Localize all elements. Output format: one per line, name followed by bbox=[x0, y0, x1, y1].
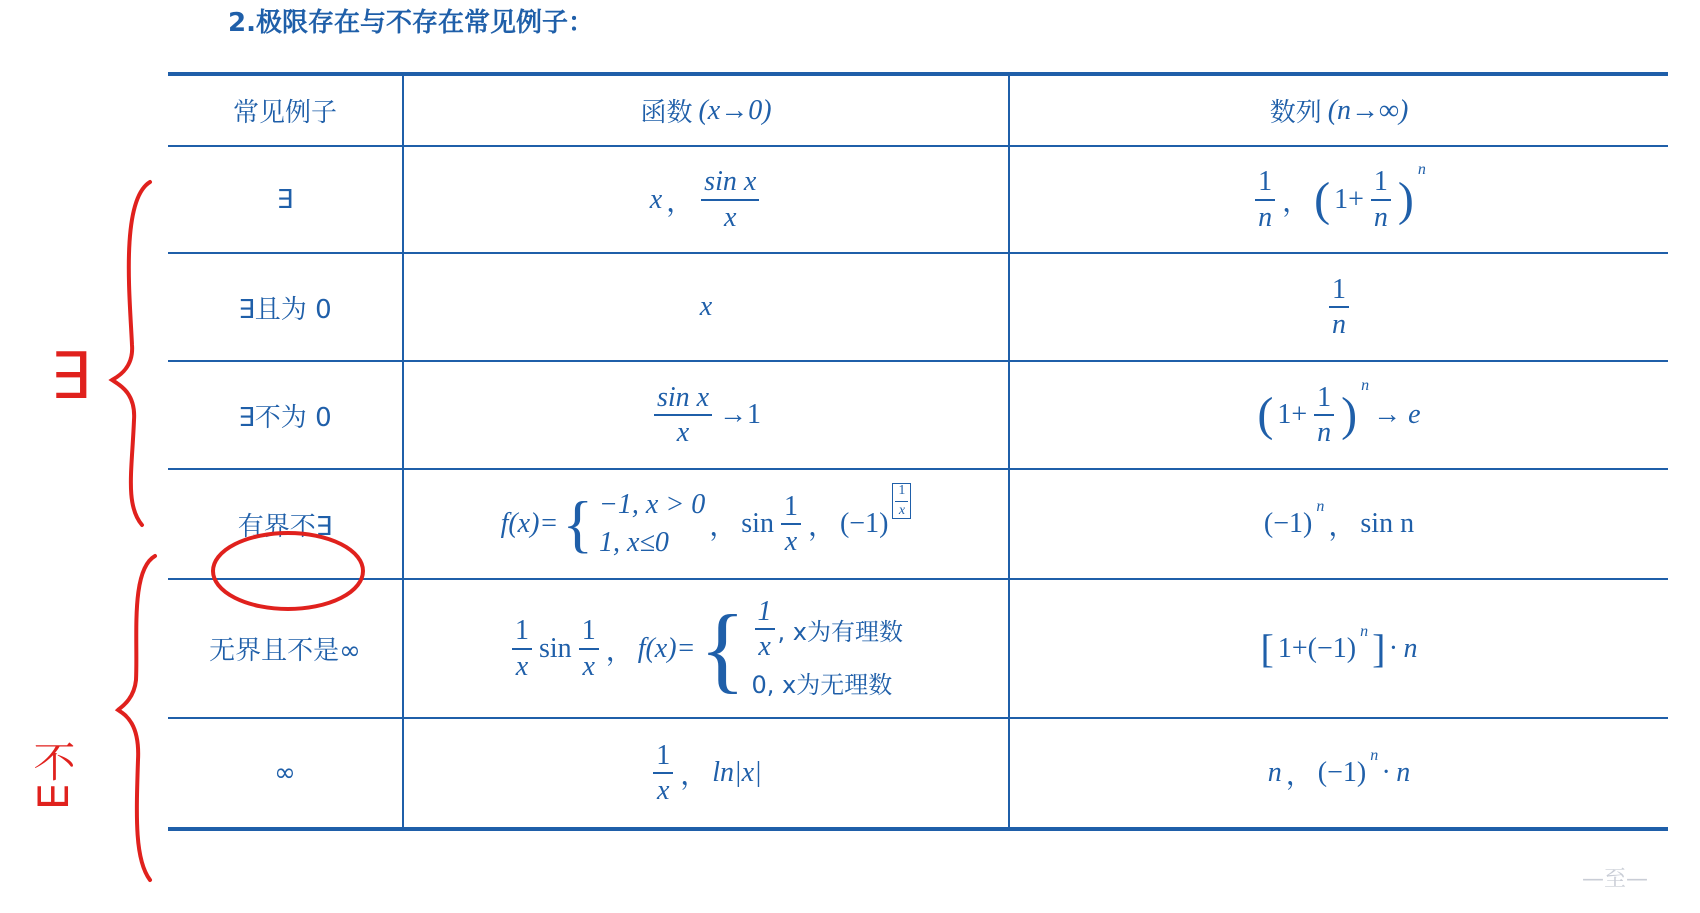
header-sequence-condition: (n→∞) bbox=[1327, 94, 1409, 126]
header-function-condition: (x→0) bbox=[698, 94, 772, 126]
not-exists-mark: 不∃ bbox=[27, 740, 77, 809]
function-formula: $\frac{1}{x}$ ， ln|x| bbox=[650, 741, 762, 806]
watermark: —至— bbox=[1582, 867, 1649, 892]
function-formula: $\frac{1}{x}$ sin $\frac{1}{x}$ ， f(x)= { $\frac{1}{x}$ , x为有理数 0, x为无理数 bbox=[509, 597, 903, 701]
header-sequence-label: 数列 bbox=[1269, 98, 1322, 128]
sequence-formula: $\frac{1}{n}$ ， ( 1+ $\frac{1}{n}$ ) n bbox=[1252, 167, 1426, 232]
row-label-text: 无界且不是∞ bbox=[209, 636, 361, 666]
left-brace-exists bbox=[112, 182, 150, 525]
row-label-text: ∃ bbox=[276, 184, 294, 215]
section-heading: 2.极限存在与不存在常见例子： bbox=[228, 8, 594, 38]
row-label-text: 有界不∃ bbox=[237, 511, 333, 542]
sequence-formula: n ， (−1) n · n bbox=[1267, 747, 1411, 791]
sequence-formula: ( 1+ $\frac{1}{n}$ ) n → e bbox=[1257, 376, 1421, 448]
sequence-formula: $\frac{1}{n}$ bbox=[1326, 275, 1352, 340]
header-function-label: 函数 bbox=[640, 98, 693, 128]
function-formula: x ， $\frac{\text{sin x}}{x}$ bbox=[650, 167, 763, 232]
function-formula: x bbox=[699, 291, 713, 322]
exists-mark: ∃ bbox=[50, 340, 91, 414]
circle-bounded-not-exists bbox=[213, 533, 363, 609]
sequence-formula: [ 1+(−1) n ] · n bbox=[1260, 622, 1418, 671]
row-label-text: ∃且为 0 bbox=[238, 294, 332, 325]
row-label-text: ∃不为 0 bbox=[238, 402, 332, 433]
header-examples-label: 常见例子 bbox=[232, 98, 337, 128]
function-formula: f(x)= { −1, x > 0 1, x≤0 ， sin $\frac{1}{x}$ ， (−1) $\frac{1}{x}$ bbox=[501, 489, 912, 559]
left-brace-not-exists bbox=[118, 556, 155, 880]
row-label-text: ∞ bbox=[274, 758, 296, 788]
sequence-formula: (−1) n ， sin n bbox=[1263, 498, 1415, 542]
function-formula: $\frac{\text{sin x}}{x}$ →1 bbox=[651, 383, 761, 448]
